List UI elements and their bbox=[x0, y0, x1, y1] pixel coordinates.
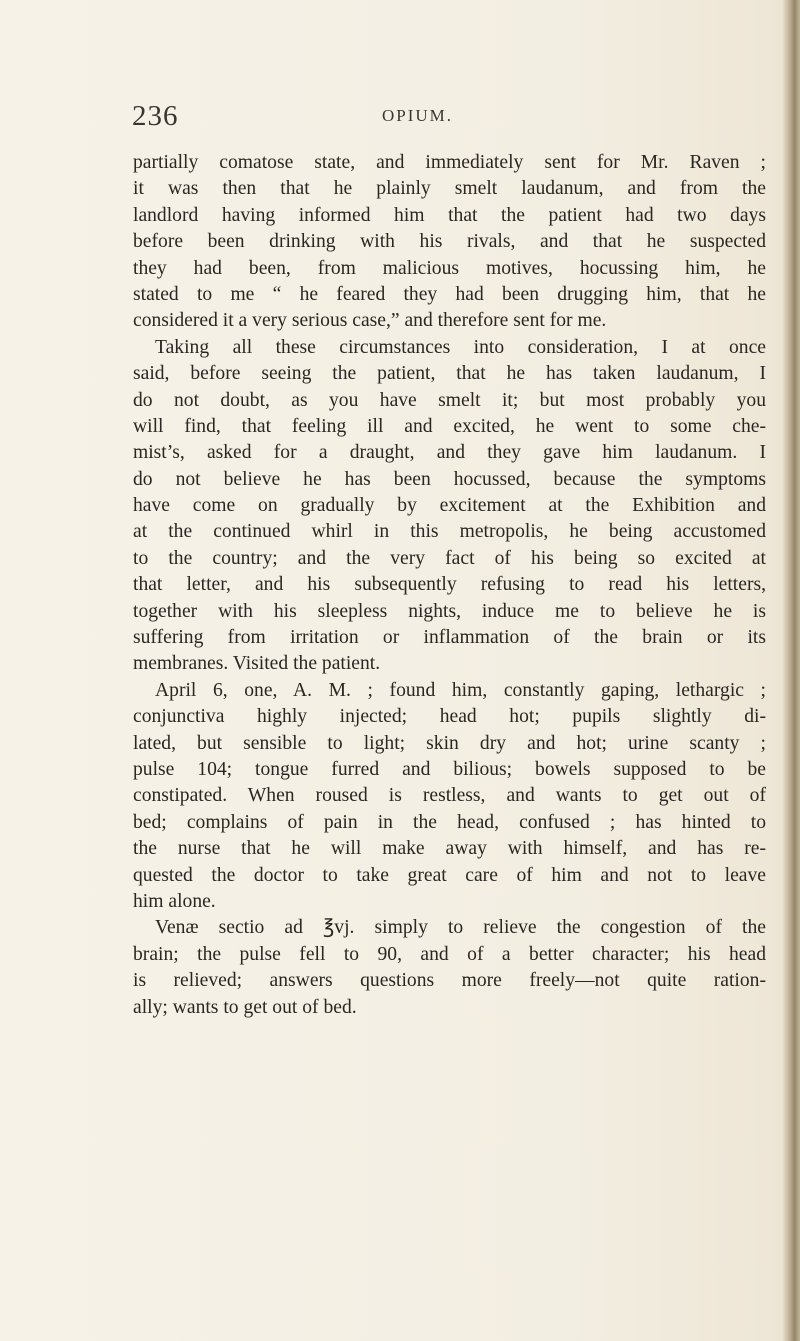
text-line: stated to me “ he feared they had been drugging him, that he bbox=[133, 283, 766, 305]
page-number: 236 bbox=[132, 100, 179, 132]
text-line: mist’s, asked for a draught, and they gave him laudanum. I bbox=[133, 442, 766, 464]
text-line: to the country; and the very fact of his being so excited at bbox=[133, 547, 766, 569]
text-line: before been drinking with his rivals, and that he suspected bbox=[133, 231, 766, 253]
text-line: him alone. bbox=[133, 890, 216, 912]
text-line: ally; wants to get out of bed. bbox=[133, 996, 357, 1018]
text-line: together with his sleepless nights, induce me to believe he is bbox=[133, 600, 766, 622]
text-line: landlord having informed him that the patient had two days bbox=[133, 204, 766, 226]
text-line: lated, but sensible to light; skin dry and hot; urine scanty ; bbox=[133, 732, 766, 754]
page-header bbox=[132, 100, 772, 140]
text-line: April 6, one, A. M. ; found him, constantly gaping, lethargic ; bbox=[155, 679, 766, 701]
text-line: at the continued whirl in this metropolis, he being accustomed bbox=[133, 521, 766, 543]
text-line: suffering from irritation or inflammation of the brain or its bbox=[133, 627, 766, 649]
text-line: partially comatose state, and immediately sent for Mr. Raven ; bbox=[133, 152, 766, 173]
body-text bbox=[133, 150, 766, 1021]
text-line: bed; complains of pain in the head, confused ; has hinted to bbox=[133, 811, 766, 833]
text-line: they had been, from malicious motives, hocussing him, he bbox=[133, 257, 766, 279]
text-line: brain; the pulse fell to 90, and of a better character; his head bbox=[133, 943, 766, 965]
text-line: will find, that feeling ill and excited, he went to some che- bbox=[133, 415, 766, 437]
text-line: Taking all these circumstances into consideration, I at once bbox=[155, 336, 766, 358]
running-title: OPIUM. bbox=[382, 106, 454, 125]
text-line: considered it a very serious case,” and therefore sent for me. bbox=[133, 310, 607, 332]
text-line: the nurse that he will make away with himself, and has re- bbox=[133, 838, 766, 860]
text-line: said, before seeing the patient, that he has taken laudanum, I bbox=[133, 363, 766, 385]
text-line: do not doubt, as you have smelt it; but most probably you bbox=[133, 389, 766, 411]
text-line: Venæ sectio ad ℥vj. simply to relieve the congestion of the bbox=[155, 917, 766, 939]
text-line: membranes. Visited the patient. bbox=[133, 653, 381, 675]
page-edge bbox=[782, 0, 800, 1341]
text-line: conjunctiva highly injected; head hot; pupils slightly di- bbox=[133, 706, 766, 728]
text-line: constipated. When roused is restless, and wants to get out of bbox=[133, 785, 766, 807]
text-line: that letter, and his subsequently refusing to read his letters, bbox=[133, 574, 766, 596]
text-line: it was then that he plainly smelt laudanum, and from the bbox=[133, 178, 766, 200]
text-line: is relieved; answers questions more freely—not quite ration- bbox=[133, 970, 766, 992]
text-line: pulse 104; tongue furred and bilious; bowels supposed to be bbox=[133, 758, 766, 780]
text-line: have come on gradually by excitement at the Exhibition and bbox=[133, 495, 766, 517]
text-line: do not believe he has been hocussed, because the symptoms bbox=[133, 468, 766, 490]
text-line: quested the doctor to take great care of him and not to leave bbox=[133, 864, 766, 886]
